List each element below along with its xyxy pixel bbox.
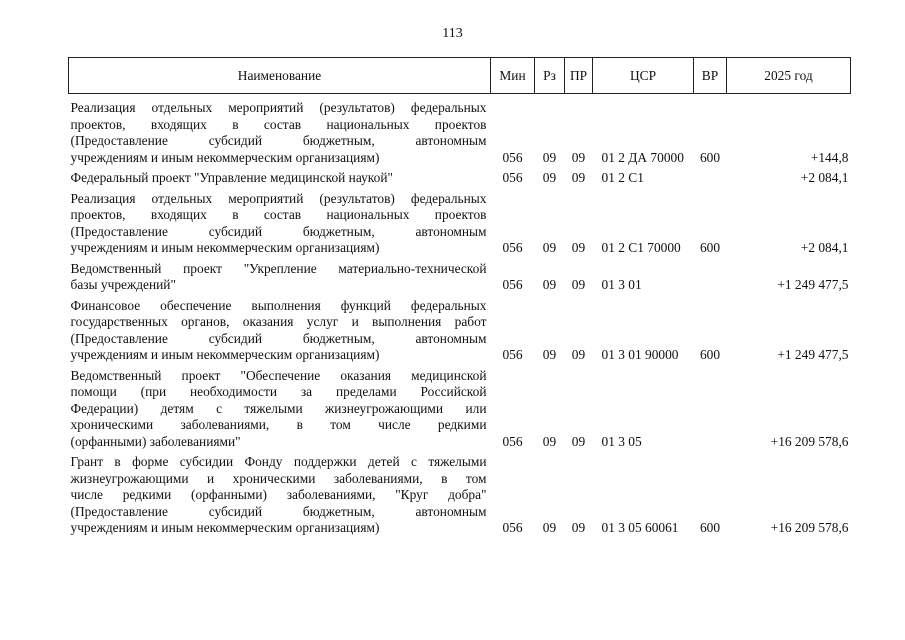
row-name-line: Реализация отдельных мероприятий (результатов) федеральных <box>70 100 487 115</box>
table-row <box>69 257 851 294</box>
row-name-line: (Предоставление субсидий бюджетным, автономным <box>70 503 487 519</box>
row-csr: 01 3 01 90000 <box>601 347 679 362</box>
row-name-line: базы учреждений" <box>70 277 176 292</box>
row-name-line: учреждениям и иным некоммерческим организациям) <box>70 240 380 255</box>
row-vr <box>694 166 727 187</box>
row-name-line: Ведомственный проект "Укрепление материально-технической <box>70 260 487 276</box>
row-name-line: (Предоставление субсидий бюджетным, автономным <box>70 330 487 346</box>
header-name: Наименование <box>69 58 491 94</box>
row-min: 056 <box>502 433 523 449</box>
row-vr <box>694 364 727 451</box>
table-row <box>69 364 851 451</box>
row-min: 056 <box>502 240 523 255</box>
row-min: 056 <box>502 347 523 362</box>
header-pr: ПР <box>565 58 593 94</box>
header-vr: ВР <box>694 58 727 94</box>
row-name-line: Федерации) детям с тяжелыми жизнеугрожающими или <box>70 400 487 416</box>
row-name-line: учреждениям и иным некоммерческим организациям) <box>70 149 380 165</box>
header-min: Мин <box>491 58 535 94</box>
row-rz: 09 <box>542 149 557 165</box>
budget-table <box>68 57 851 537</box>
row-name-line: государственных органов, оказания услуг и выполнения работ <box>70 314 487 329</box>
row-name-line: (Предоставление субсидий бюджетным, автономным <box>70 223 487 239</box>
row-rz: 09 <box>542 520 557 535</box>
row-csr: 01 2 ДА 70000 <box>601 149 684 165</box>
row-pr: 09 <box>571 170 586 185</box>
row-name-line: (орфанными) заболеваниями" <box>70 433 241 449</box>
row-vr: 600 <box>699 347 721 362</box>
row-name-line: числе редкими (орфанными) заболеваниями, "Круг добра" <box>70 487 487 502</box>
row-name <box>69 166 491 187</box>
row-name-line: Финансовое обеспечение выполнения функций федеральных <box>70 297 487 313</box>
row-name <box>69 94 491 167</box>
row-pr: 09 <box>571 520 586 535</box>
row-pr: 09 <box>571 277 586 292</box>
row-pr: 09 <box>571 149 586 165</box>
table-header-row <box>69 58 851 94</box>
row-amount: +144,8 <box>810 149 849 165</box>
row-rz: 09 <box>542 347 557 362</box>
row-name-line: Федеральный проект "Управление медицинской наукой" <box>70 170 393 185</box>
row-name <box>69 294 491 364</box>
page-number: 113 <box>442 26 463 41</box>
table-row <box>69 450 851 537</box>
row-min: 056 <box>502 170 523 185</box>
row-vr: 600 <box>699 520 721 535</box>
row-name-line: жизнеугрожающими и хроническими заболеваниями, в том <box>70 470 487 486</box>
row-name-line: (Предоставление субсидий бюджетным, автономным <box>70 133 487 148</box>
header-rz: Рз <box>535 58 565 94</box>
row-name-line: Грант в форме субсидии Фонду поддержки детей с тяжелыми <box>70 454 487 469</box>
row-csr: 01 3 05 <box>601 433 642 449</box>
row-csr: 01 2 С1 <box>601 170 644 185</box>
row-name-line: помощи (при необходимости за пределами Российской <box>70 384 487 399</box>
row-name-line: проектов, входящих в состав национальных проектов <box>70 116 487 132</box>
row-csr: 01 3 05 60061 <box>601 520 679 535</box>
row-rz: 09 <box>542 170 557 185</box>
table-row <box>69 94 851 167</box>
row-name-line: хроническими заболеваниями, в том числе редкими <box>70 417 487 432</box>
row-pr: 09 <box>571 433 586 449</box>
row-pr: 09 <box>571 347 586 362</box>
row-amount: +16 209 578,6 <box>770 520 849 535</box>
header-csr: ЦСР <box>593 58 694 94</box>
row-vr: 600 <box>699 149 721 165</box>
row-vr: 600 <box>699 240 721 255</box>
row-name <box>69 187 491 257</box>
row-min: 056 <box>502 149 523 165</box>
row-min: 056 <box>502 277 523 292</box>
row-csr: 01 2 С1 70000 <box>601 240 681 255</box>
row-name <box>69 257 491 294</box>
row-name-line: Ведомственный проект "Обеспечение оказания медицинской <box>70 367 487 383</box>
row-amount: +1 249 477,5 <box>777 347 849 362</box>
table-row <box>69 294 851 364</box>
row-name-line: Реализация отдельных мероприятий (результатов) федеральных <box>70 190 487 206</box>
row-vr <box>694 257 727 294</box>
row-amount: +2 084,1 <box>800 170 849 185</box>
row-rz: 09 <box>542 240 557 255</box>
row-amount: +2 084,1 <box>800 240 849 255</box>
row-amount: +1 249 477,5 <box>777 277 849 292</box>
table-row <box>69 187 851 257</box>
row-csr: 01 3 01 <box>601 277 642 292</box>
row-name <box>69 364 491 451</box>
row-name <box>69 450 491 537</box>
row-rz: 09 <box>542 277 557 292</box>
header-year: 2025 год <box>727 58 851 94</box>
row-pr: 09 <box>571 240 586 255</box>
row-name-line: проектов, входящих в состав национальных проектов <box>70 207 487 222</box>
table-row <box>69 166 851 187</box>
row-amount: +16 209 578,6 <box>770 433 849 449</box>
row-rz: 09 <box>542 433 557 449</box>
row-name-line: учреждениям и иным некоммерческим организациям) <box>70 520 380 535</box>
row-name-line: учреждениям и иным некоммерческим организациям) <box>70 347 380 362</box>
row-min: 056 <box>502 520 523 535</box>
